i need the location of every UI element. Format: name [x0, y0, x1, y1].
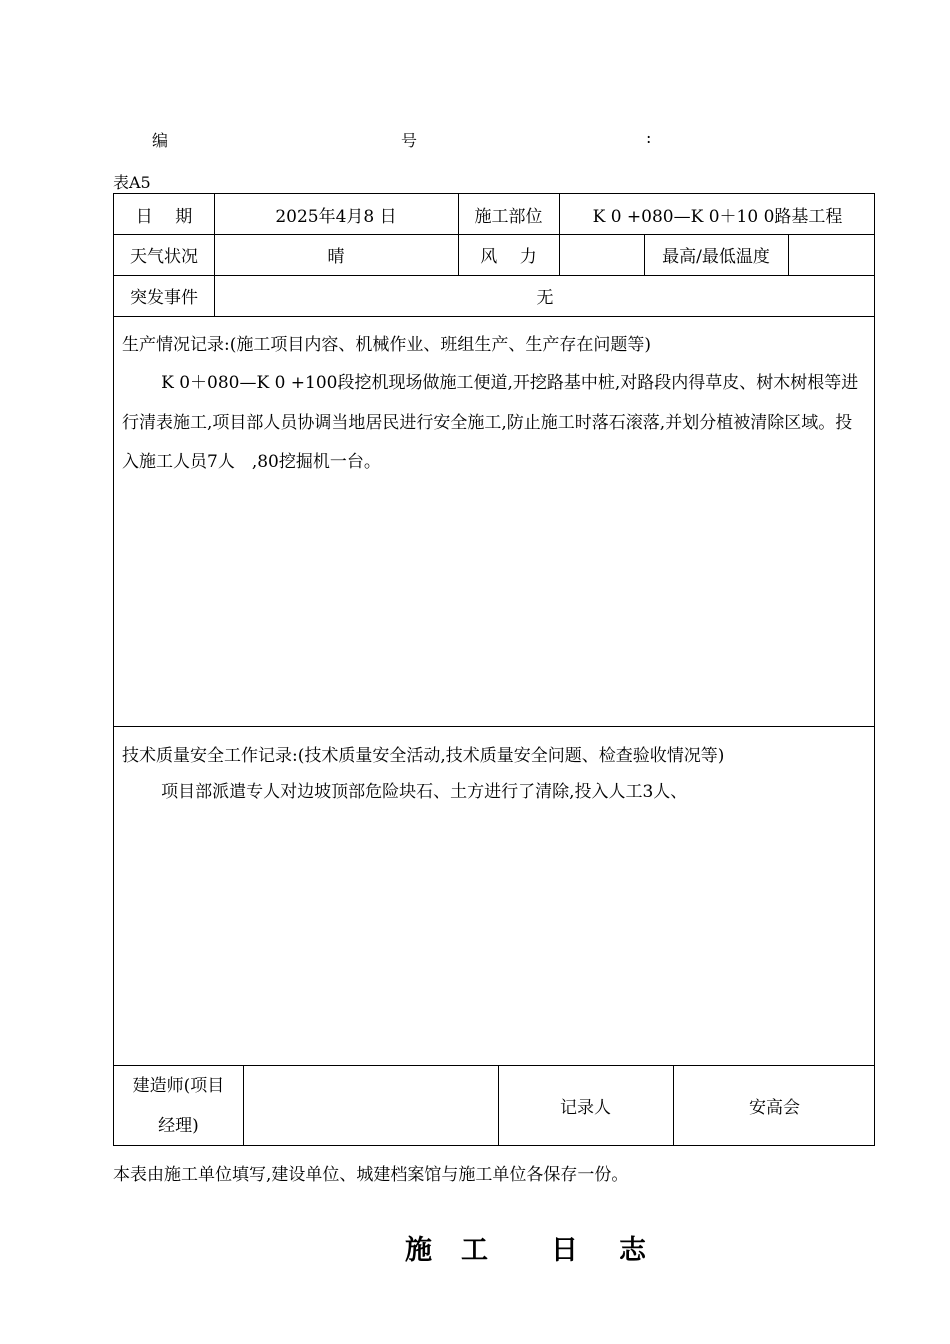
- production-record-text: K 0＋080—K 0 +100段挖机现场做施工便道,开挖路基中桩,对路段内得草皮、树木树根等进行清表施工,项目部人员协调当地居民进行安全施工,防止施工时落石滚落,并划分植被清除区域。投入施工人员7人 ,80挖掘机一台。: [122, 373, 859, 472]
- incident-value: 无: [536, 288, 554, 308]
- temperature-label: 最高/最低温度: [662, 247, 770, 267]
- construction-location-label: 施工部位: [474, 206, 543, 227]
- next-page-title-char-4: 志: [619, 1235, 646, 1266]
- serial-label-char-1: 编: [152, 131, 169, 150]
- incident-label: 突发事件: [130, 288, 198, 308]
- next-page-title-char-2: 工: [461, 1235, 488, 1266]
- temperature-value: [788, 234, 876, 275]
- builder-manager-label: [114, 1065, 243, 1146]
- wind-value: [559, 234, 644, 275]
- builder-manager-label-line2: 经理): [158, 1115, 199, 1136]
- table-number: 表A5: [113, 173, 151, 192]
- serial-label-colon: :: [646, 128, 652, 147]
- builder-manager-value: [243, 1065, 498, 1146]
- production-record-title: 生产情况记录:(施工项目内容、机械作业、班组生产、生产存在问题等): [122, 335, 651, 355]
- weather-label: 天气状况: [130, 247, 198, 267]
- construction-log-table: [113, 193, 875, 1146]
- construction-location-value: K 0 +080—K 0＋10 0路基工程: [592, 206, 843, 227]
- quality-safety-record-text: 项目部派遣专人对边坡顶部危险块石、土方进行了清除,投入人工3人、: [161, 782, 688, 802]
- recorder-label: 记录人: [560, 1098, 611, 1118]
- weather-value: 晴: [327, 247, 345, 267]
- next-page-title-char-1: 施: [405, 1235, 432, 1266]
- wind-label: 风 力: [480, 247, 537, 267]
- date-label: 日 期: [135, 206, 193, 227]
- footer-note: 本表由施工单位填写,建设单位、城建档案馆与施工单位各保存一份。: [113, 1165, 629, 1185]
- date-value: 2025年4月8 日: [275, 206, 397, 227]
- next-page-title-char-3: 日: [551, 1235, 578, 1266]
- recorder-value: 安高会: [749, 1098, 800, 1118]
- quality-safety-record-title: 技术质量安全工作记录:(技术质量安全活动,技术质量安全问题、检查验收情况等): [122, 746, 725, 766]
- builder-manager-label-line1: 建造师(项目: [132, 1075, 225, 1096]
- serial-label-char-2: 号: [401, 131, 418, 150]
